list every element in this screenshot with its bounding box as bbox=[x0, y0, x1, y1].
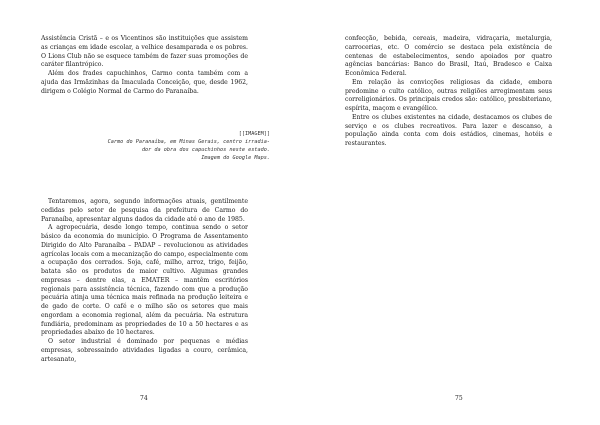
paragraph: A agropecuária, desde longo tempo, continua sendo o setor básico da economia do município. O Programa de Assentamento Dirigido do Alto Paranaíba – PADAP – revolucionou as atividades agrícolas locais com a mecanização do campo, especialmente com a ocupação dos cerrados. Soja, café, milho, arroz, trigo, feijão, batata são os produtos de maior cultivo. Algumas grandes empresas – dentre elas, a EMATER – mantêm escritórios regionais para assistência técnica, fazendo com que a produção pecuária atinja uma técnica mais refinada na produção leiteira e de gado de corte. O café e o milho são os setores que mais engordam a economia regional, além da pecuária. Na estrutura fundiária, predominam as propriedades de 10 a 50 hectares e as propriedades abaixo de 10 hectares. bbox=[41, 224, 248, 337]
right-page bbox=[300, 0, 600, 425]
paragraph: Além dos frades capuchinhos, Carmo conta também com a ajuda das Irmãzinhas da Imaculada Conceição, que, desde 1962, dirigem o Colégio Normal de Carmo do Paranaíba. bbox=[41, 70, 248, 95]
paragraph: Em relação às convicções religiosas da cidade, embora predomine o culto católico, outras religiões arregimentam seus correligionários. Os principais credos são: católico, presbiteriano, espírita, maçom e evangélico. bbox=[345, 78, 552, 112]
left-top-text bbox=[41, 35, 248, 96]
image-caption-line: Carmo do Paranaíba, em Minas Gerais, centro irradia- bbox=[107, 139, 270, 145]
image-caption-line: dor da obra dos capuchinhos neste estado. bbox=[141, 147, 270, 153]
paragraph: Tentaremos, agora, segundo informações atuais, gentilmente cedidas pelo setor de pesquisa da prefeitura de Carmo do Paranaíba, apresentar alguns dados da cidade até o ano de 1985. bbox=[41, 198, 248, 223]
paragraph: confecção, bebida, cereais, madeira, vidraçaria, metalurgia, carrocerias, etc. O comércio se destaca pela existência de centenas de estabelecimentos, sendo apoiados por quatro agências bancárias: Banco do Brasil, Itaú, Bradesco e Caixa Econômica Federal. bbox=[345, 35, 552, 77]
page-number: 75 bbox=[455, 395, 463, 402]
paragraph: Assistência Cristã – e os Vicentinos são instituições que assistem as crianças em idade escolar, a velhice desamparada e os pobres. O Lions Club não se esquece também de fazer suas promoções de caráter filantrópico. bbox=[41, 35, 248, 69]
left-bottom-text bbox=[41, 198, 248, 364]
paragraph: O setor industrial é dominado por pequenas e médias empresas, sobressaindo atividades ligadas a couro, cerâmica, artesanato, bbox=[41, 338, 248, 363]
image-placeholder-tag: [[IMAGEM]] bbox=[238, 131, 270, 137]
image-caption-block bbox=[90, 130, 270, 162]
page-number: 74 bbox=[140, 395, 148, 402]
right-text bbox=[345, 35, 552, 149]
image-caption-line: Imagem do Google Maps. bbox=[201, 155, 270, 161]
paragraph: Entre os clubes existentes na cidade, destacamos os clubes de serviço e os clubes recreativos. Para lazer e descanso, a população ainda conta com dois estádios, cinemas, hotéis e restaurantes. bbox=[345, 113, 552, 147]
